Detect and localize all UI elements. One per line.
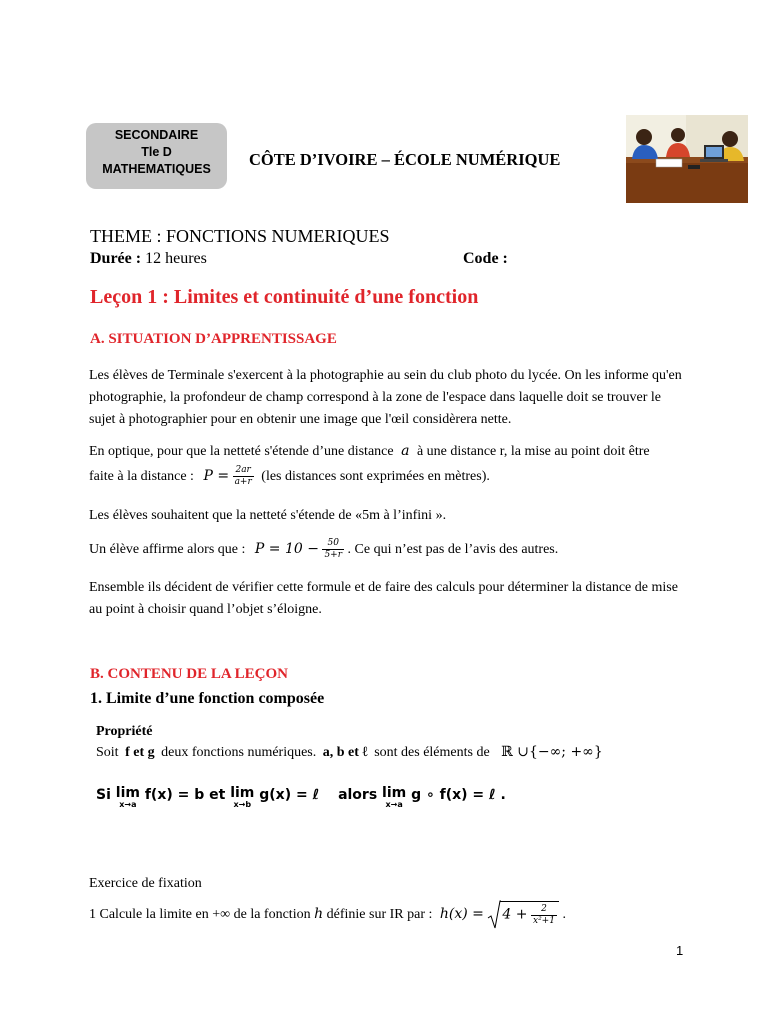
exo1-text-b: définie sur IR par : bbox=[326, 907, 433, 923]
prop-text-c: sont des éléments de bbox=[374, 745, 490, 760]
para2-var-a: a bbox=[401, 443, 410, 459]
para4-text-a: Un élève affirme alors que : bbox=[89, 542, 246, 557]
formula-p-lhs: P = bbox=[203, 468, 230, 484]
para4-text-b: . Ce qui n’est pas de l’avis des autres. bbox=[347, 542, 559, 557]
exercise-title: Exercice de fixation bbox=[89, 876, 202, 891]
lesson-title: Leçon 1 : Limites et continuité d’une fonction bbox=[90, 286, 479, 308]
para2-text-d: (les distances sont exprimées en mètres). bbox=[261, 469, 490, 484]
duration-label: Durée : bbox=[90, 250, 142, 267]
para2-text-c: faite à la distance : bbox=[89, 469, 194, 484]
formula-p-numerator: 2ar bbox=[233, 465, 254, 477]
header-title: CÔTE D’IVOIRE – ÉCOLE NUMÉRIQUE bbox=[249, 150, 561, 169]
badge-line-2: Tle D bbox=[141, 145, 172, 159]
lim-sub: x→a bbox=[119, 800, 137, 809]
sqrt-icon bbox=[487, 900, 501, 930]
formula-claim-fraction bbox=[322, 538, 344, 561]
sqrt-fraction bbox=[531, 904, 557, 927]
exercise-1 bbox=[89, 900, 566, 930]
paragraph-1: Les élèves de Terminale s'exercent à la photographie au sein du club photo du lycée. On les informe qu'en photographie, la profondeur de champ correspond à la zone de l'espace dans laquelle doit se trouver le sujet à photographier pour en obtenir une image que l'œil considèrera nette. bbox=[89, 368, 682, 427]
lim-sub: x→a bbox=[385, 800, 403, 809]
prop-set: ℝ ∪{−∞; +∞} bbox=[501, 744, 603, 760]
prop-si: Si bbox=[96, 787, 111, 803]
duration-value: 12 heures bbox=[145, 250, 207, 267]
property-line-1 bbox=[96, 744, 603, 761]
page-number: 1 bbox=[676, 943, 684, 958]
prop-text-b: deux fonctions numériques. bbox=[161, 745, 317, 760]
exo1-end: . bbox=[562, 907, 566, 923]
exo1-var-h: h bbox=[314, 906, 324, 923]
section-a-heading: A. SITUATION D’APPRENTISSAGE bbox=[90, 331, 337, 347]
para2-text-a: En optique, pour que la netteté s'étende d’une distance bbox=[89, 444, 394, 459]
subsection-1-heading: 1. Limite d’une fonction composée bbox=[90, 690, 325, 707]
prop-vars: a, b et ℓ bbox=[322, 745, 368, 760]
sqrt-numerator: 2 bbox=[531, 904, 557, 916]
para2-text-b: à une distance r, la mise au point doit être bbox=[416, 444, 650, 459]
prop-g: g(x) = ℓ bbox=[259, 787, 320, 803]
code-label: Code : bbox=[463, 250, 508, 267]
exo1-lhs: h(x) = bbox=[439, 906, 484, 923]
badge-line-3: MATHEMATIQUES bbox=[102, 162, 211, 176]
prop-soit: Soit bbox=[96, 745, 119, 760]
paragraph-2 bbox=[89, 440, 689, 488]
section-b-heading: B. CONTENU DE LA LEÇON bbox=[90, 666, 288, 682]
level-badge bbox=[86, 123, 227, 189]
formula-claim-lhs: P = 10 − bbox=[254, 541, 319, 557]
lim-sub: x→b bbox=[233, 800, 252, 809]
paragraph-4 bbox=[89, 538, 689, 561]
formula-claim-numerator: 50 bbox=[322, 538, 344, 550]
prop-gof: g ∘ f(x) = ℓ bbox=[411, 787, 496, 803]
lim-word: lim bbox=[115, 785, 140, 801]
sqrt-denominator: x²+1 bbox=[533, 916, 555, 926]
duration-line bbox=[90, 250, 207, 268]
formula-claim-denominator: 5+r bbox=[324, 550, 343, 561]
limit-x-to-b bbox=[230, 787, 254, 809]
students-illustration bbox=[626, 115, 748, 203]
prop-end: . bbox=[500, 787, 506, 803]
lim-word: lim bbox=[230, 785, 255, 801]
exo1-text-a: 1 Calcule la limite en +∞ de la fonction bbox=[89, 907, 311, 923]
badge-line-1: SECONDAIRE bbox=[114, 128, 199, 142]
paragraph-3: Les élèves souhaitent que la netteté s'étende de «5m à l’infini ». bbox=[89, 508, 447, 523]
limit-x-to-a-1 bbox=[116, 787, 140, 809]
property-title: Propriété bbox=[96, 724, 153, 739]
paragraph-5: Ensemble ils décident de vérifier cette formule et de faire des calculs pour déterminer la distance de mise au point à choisir quand l’objet s’éloigne. bbox=[89, 580, 678, 617]
formula-p-denominator: a+r bbox=[234, 477, 252, 488]
prop-fg: f et g bbox=[125, 745, 155, 760]
prop-f: f(x) = b et bbox=[144, 787, 226, 803]
formula-p-fraction bbox=[233, 465, 254, 488]
property-line-2 bbox=[96, 787, 506, 809]
sqrt-term-a: 4 + bbox=[502, 906, 528, 923]
lim-word: lim bbox=[382, 785, 407, 801]
sqrt-expression bbox=[487, 900, 559, 930]
limit-x-to-a-2 bbox=[382, 787, 406, 809]
prop-alors: alors bbox=[338, 787, 378, 803]
theme-line: THEME : FONCTIONS NUMERIQUES bbox=[90, 226, 390, 246]
